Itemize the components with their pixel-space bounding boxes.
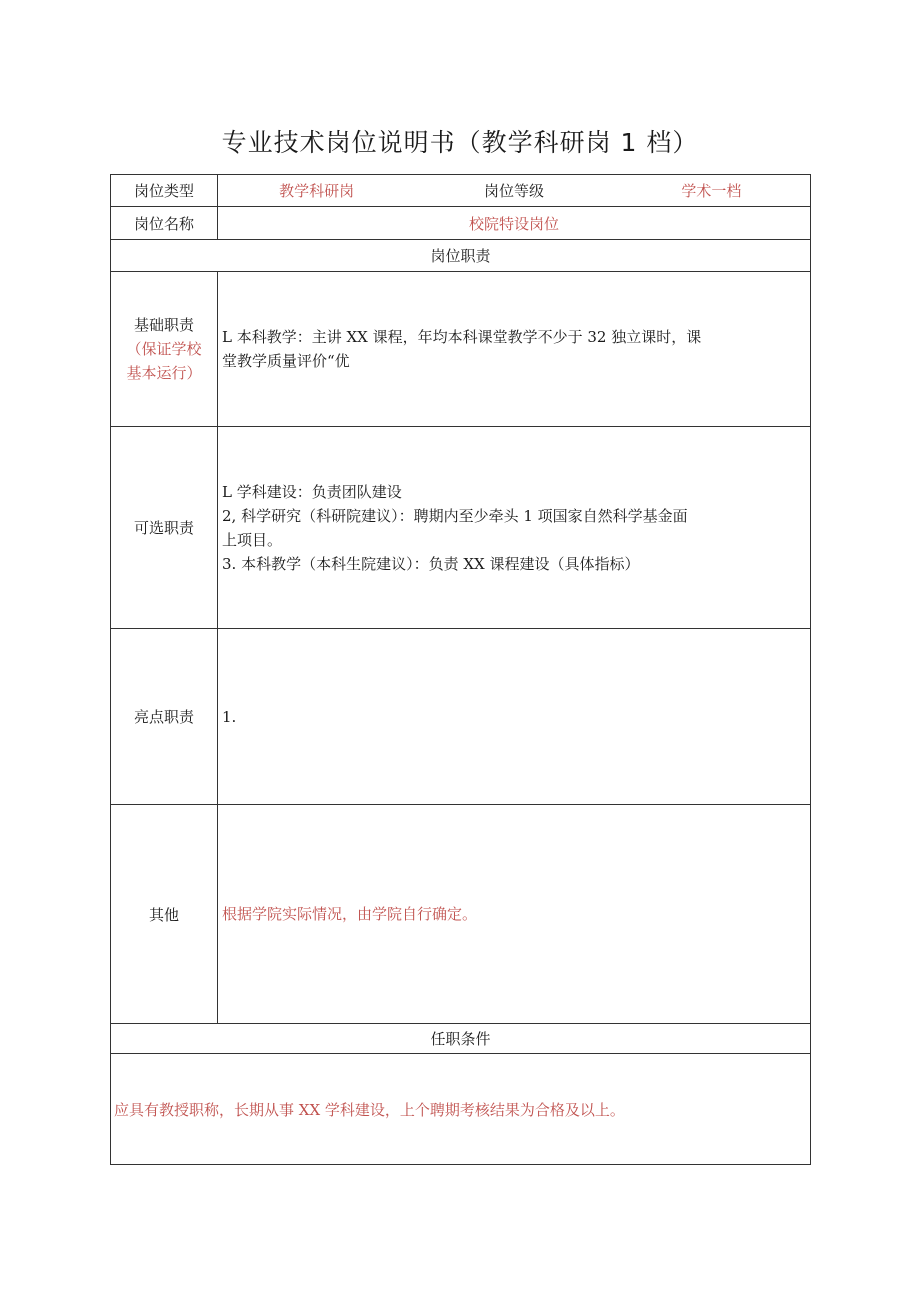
duties-section-title: 岗位职责: [111, 240, 811, 272]
basic-duties-label-cell: [111, 272, 218, 427]
basic-duties-row: [111, 272, 811, 427]
optional-duties-content: [218, 427, 811, 629]
optional-duties-line-4: 3. 本科教学（本科生院建议）：负责 XX 课程建设（具体指标）: [222, 554, 640, 573]
position-type-label: 岗位类型: [111, 175, 218, 207]
document-title: 专业技术岗位说明书（教学科研岗 1 档）: [221, 128, 699, 157]
optional-duties-label: 可选职责: [111, 427, 218, 629]
qualifications-row: [111, 1054, 811, 1165]
position-name-row: [111, 207, 811, 240]
basic-duties-line-2: 堂教学质量评价“优: [222, 352, 350, 370]
highlight-duties-content: [218, 629, 811, 805]
basic-duties-line-1: L 本科教学：主讲 XX 课程，年均本科课堂教学不少于 32 独立课时，课: [222, 328, 702, 346]
position-grade-label: 岗位等级: [483, 182, 544, 200]
duties-header-row: [111, 240, 811, 272]
optional-duties-line-3: 上项目。: [222, 530, 283, 549]
position-grade-value: 学术一档: [681, 182, 742, 200]
highlight-duties-row: [111, 629, 811, 805]
position-name-value: 校院特设岗位: [218, 207, 811, 240]
position-table: [110, 174, 811, 1165]
position-type-cell: [218, 175, 811, 207]
other-duties-row: [111, 805, 811, 1024]
highlight-duties-line-1: 1.: [222, 707, 237, 726]
qualifications-text: 应具有教授职称，长期从事 XX 学科建设，上个聘期考核结果为合格及以上。: [111, 1054, 811, 1165]
other-duties-line-1: 根据学院实际情况，由学院自行确定。: [222, 905, 478, 923]
qualifications-section-title: 任职条件: [111, 1024, 811, 1054]
optional-duties-line-2: 2, 科学研究（科研院建议）：聘期内至少牵头 1 项国家自然科学基金面: [222, 506, 688, 525]
position-type-value: 教学科研岗: [279, 182, 355, 200]
other-duties-label: 其他: [111, 805, 218, 1024]
basic-duties-sublabel-2: 基本运行）: [126, 364, 202, 382]
basic-duties-label: 基础职责: [133, 316, 194, 334]
qualifications-header-row: [111, 1024, 811, 1054]
optional-duties-row: [111, 427, 811, 629]
basic-duties-content: [218, 272, 811, 427]
highlight-duties-label: 亮点职责: [111, 629, 218, 805]
basic-duties-sublabel-1: （保证学校: [126, 340, 202, 358]
optional-duties-line-1: L 学科建设：负责团队建设: [222, 482, 402, 501]
other-duties-content: [218, 805, 811, 1024]
position-name-label: 岗位名称: [111, 207, 218, 240]
position-type-row: [111, 175, 811, 207]
